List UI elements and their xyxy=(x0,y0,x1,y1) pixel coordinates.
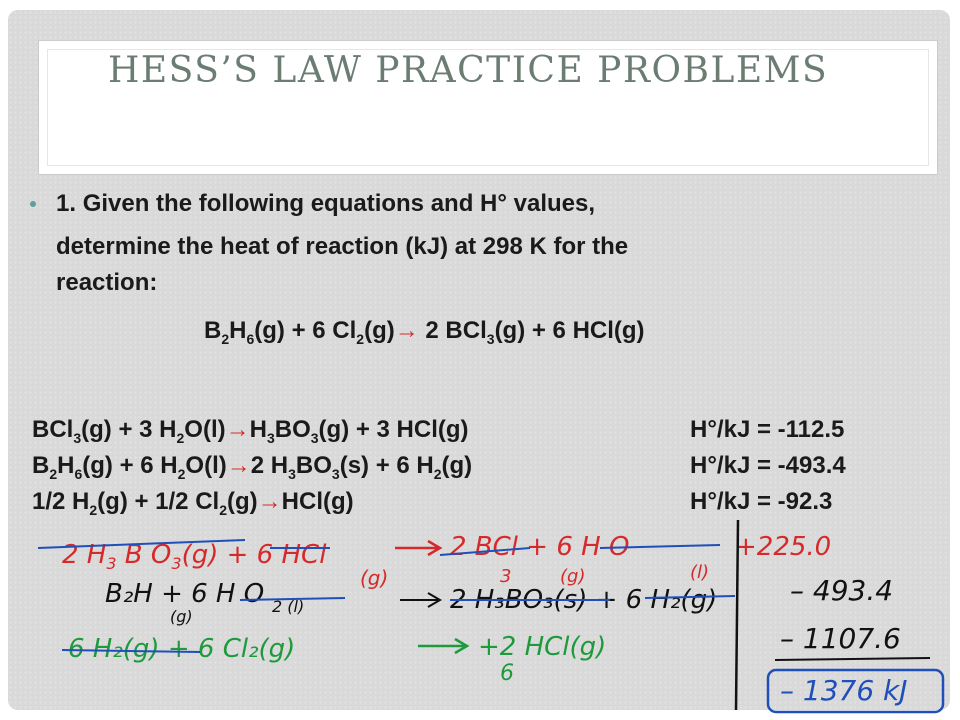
hw-sum-3: – 1376 kJ xyxy=(780,674,908,707)
given-value-3: H°/kJ = -92.3 xyxy=(690,488,833,515)
problem-line-2: determine the heat of reaction (kJ) at 298 K for the xyxy=(56,233,629,260)
hw-line1-arrow xyxy=(395,541,440,555)
svg-text:(g): (g) xyxy=(560,566,586,587)
hw-line1-value: +225.0 xyxy=(735,532,832,562)
target-reaction: $B_2H_6(g) + 6$ $Cl_2(g)\to 2$ BCl$_3$(g) + 6 HCl(g) xyxy=(204,317,645,347)
slide-title: HESS’S LAW PRACTICE PROBLEMS xyxy=(108,50,829,91)
svg-text:(g): (g) xyxy=(170,607,193,626)
hw-sum-2: – 1107.6 xyxy=(780,622,901,655)
hw-sum-line xyxy=(775,658,930,660)
hw-line3-right: +2 HCl(g) xyxy=(478,632,607,662)
hw-line3-arrow xyxy=(418,639,467,653)
given-value-1: H°/kJ = -112.5 xyxy=(690,416,845,443)
hw-line2-arrow xyxy=(400,593,440,607)
hw-line3-left: 6 H₂(g) + 6 Cl₂(g) xyxy=(68,634,296,664)
svg-text:2 (l): 2 (l) xyxy=(272,597,305,616)
reaction-arrow: → xyxy=(394,317,419,344)
given-value-2: H°/kJ = -493.4 xyxy=(690,452,846,479)
hw-line2-right: 2 H₃BO₃(s) + 6 H₂(g) xyxy=(450,585,718,615)
hw-line1-left: 2 $H_3$ B $O_3(g) + 6$ HCl xyxy=(62,540,327,573)
svg-text:(l): (l) xyxy=(690,562,710,583)
hw-line2-left: B₂H + 6 H O xyxy=(105,579,265,609)
hw-line1-phase: (g) xyxy=(360,566,389,590)
hw-sum-1: – 493.4 xyxy=(790,574,894,607)
given-equation-2: $B_2H_6(g) + 6$ $H_2O(l)\to 2$ $H_3BO_3(s) + 6$ $H_2(g)$ xyxy=(32,452,473,482)
given-equation-3: 1/2 $H_2(g) + 1/2$ $Cl_2(g)\to HCl(g)$ xyxy=(32,488,354,518)
hw-line1-right: 2 BCl + 6 H O xyxy=(450,532,630,562)
given-equation-1: BCl$_3$(g) + 3 $H_2O(l)\to H_3BO_3(g) + 3$ HCl(g) xyxy=(32,416,469,446)
problem-line-3: reaction: xyxy=(56,269,158,296)
hw-line3-multiplier: 6 xyxy=(500,661,514,686)
problem-number: 1. xyxy=(56,190,77,217)
problem-text-1: Given the following equations and H° values, xyxy=(82,190,596,217)
svg-text:3: 3 xyxy=(500,566,512,587)
